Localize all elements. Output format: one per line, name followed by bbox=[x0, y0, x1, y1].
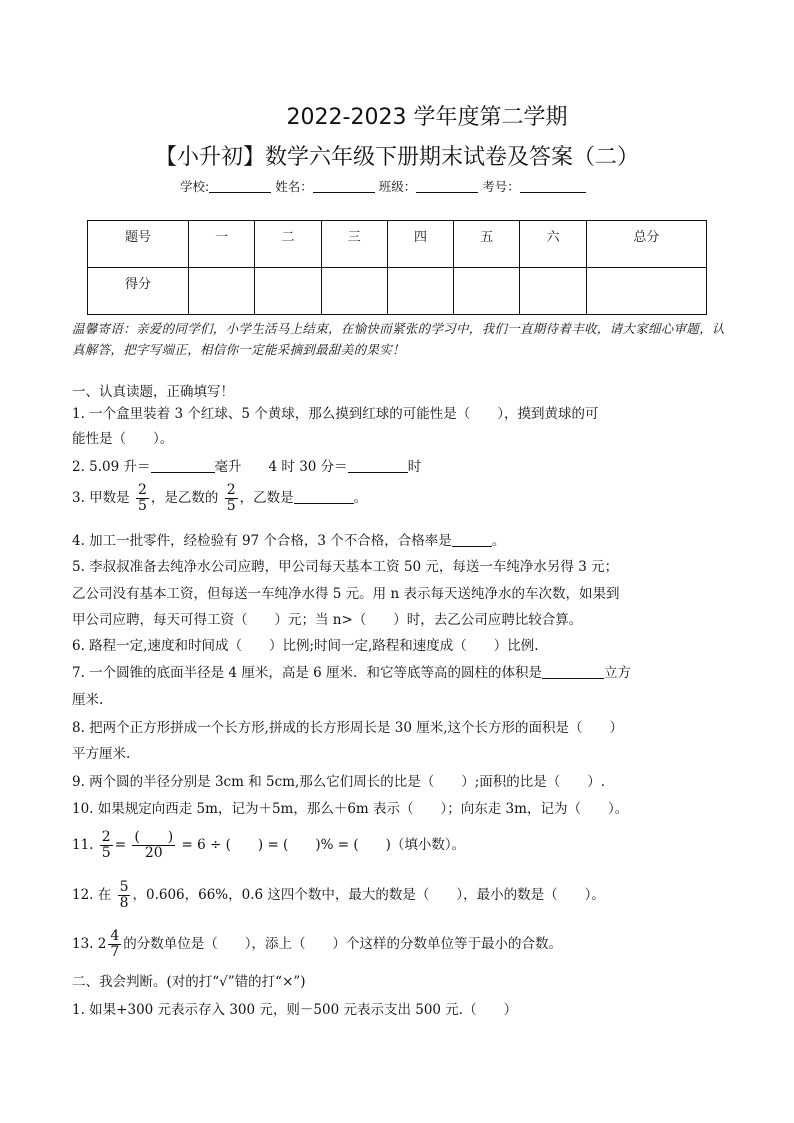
question-12 bbox=[72, 880, 605, 911]
q12-text-a: 12. 在 bbox=[72, 887, 112, 903]
question-8: 8. 把两个正方形拼成一个长方形,拼成的长方形周长是 30 厘米,这个长方形的面积是（ ） bbox=[72, 720, 624, 736]
q4-blank[interactable] bbox=[452, 532, 492, 547]
section1-title: 一、认真读题，正确填写！ bbox=[72, 384, 234, 400]
table-cell: 二 bbox=[255, 221, 321, 268]
fraction-numerator: 2 bbox=[226, 482, 236, 498]
q11-number: 11. bbox=[72, 837, 94, 853]
fraction-denominator: 8 bbox=[119, 895, 129, 911]
fraction-denominator: 5 bbox=[101, 845, 111, 861]
score-cell[interactable] bbox=[189, 268, 255, 315]
fraction-numerator: 2 bbox=[137, 482, 147, 498]
score-cell[interactable] bbox=[321, 268, 387, 315]
q11-text-rest: = 6 ÷ ( ) = ( )% = ( )（填小数）。 bbox=[181, 837, 466, 853]
score-table-header-row bbox=[88, 221, 707, 268]
table-cell: 六 bbox=[520, 221, 586, 268]
question-11: 11. $\frac{2}{5}$ = $\frac{( )}{20}$ = 6 ÷ ( ) = ( )% = ( )（填小数）。 bbox=[72, 829, 466, 861]
q11-fraction-2 bbox=[132, 830, 175, 861]
question-3 bbox=[72, 483, 367, 514]
fraction-numerator: 5 bbox=[119, 879, 129, 895]
question-5: 5. 李叔叔准备去纯净水公司应聘，甲公司每天基本工资 50 元，每送一车纯净水另得 3 元； bbox=[72, 559, 619, 575]
fraction-denominator: 5 bbox=[137, 498, 147, 514]
q12-text-b: ，0.606，66%，0.6̇ 这四个数中，最大的数是（ ），最小的数是（ ）。 bbox=[132, 887, 605, 903]
q12-fraction bbox=[118, 880, 131, 911]
fraction-denominator: 20 bbox=[144, 845, 163, 861]
fraction-numerator: ( ) bbox=[134, 829, 174, 845]
judge-question-1: 1. 如果+300 元表示存入 300 元，则－500 元表示支出 500 元.（ ） bbox=[72, 1002, 518, 1018]
question-2 bbox=[72, 456, 421, 478]
fraction-denominator: 7 bbox=[110, 944, 120, 960]
question-6: 6. 路程一定,速度和时间成（ ）比例;时间一定,路程和速度成（ ）比例. bbox=[72, 638, 539, 654]
section2-title: 二、我会判断。(对的打“√”错的打“×”) bbox=[72, 974, 306, 990]
question-1-cont: 能性是（ ）。 bbox=[72, 431, 174, 447]
q3-fraction-1 bbox=[136, 483, 149, 514]
fraction-denominator: 5 bbox=[226, 498, 236, 514]
q2-blank-2[interactable] bbox=[348, 458, 408, 473]
fraction-numerator: 4 bbox=[110, 928, 120, 944]
q2-blank-1[interactable] bbox=[151, 458, 215, 473]
score-cell[interactable] bbox=[586, 268, 706, 315]
q11-fraction-1 bbox=[100, 830, 113, 861]
q2-text-b: 毫升 4 时 30 分＝ bbox=[214, 459, 348, 475]
question-4 bbox=[72, 530, 505, 552]
question-5-cont-1: 乙公司没有基本工资，但每送一车纯净水得 5 元。用 n 表示每天送纯净水的车次数，如果到 bbox=[72, 586, 620, 602]
q7-text-a: 7. 一个圆锥的底面半径是 4 厘米，高是 6 厘米．和它等底等高的圆柱的体积是 bbox=[72, 665, 543, 681]
question-7 bbox=[72, 662, 631, 684]
q3-text-a: 3. 甲数是 bbox=[72, 490, 130, 506]
student-info-line bbox=[180, 177, 586, 195]
q13-fraction bbox=[108, 929, 121, 960]
q4-text-a: 4. 加工一批零件，经检验有 97 个合格，3 个不合格，合格率是 bbox=[72, 533, 452, 549]
q7-blank[interactable] bbox=[542, 664, 604, 679]
q3-text-b: ，是乙数的 bbox=[150, 490, 219, 506]
question-7-cont: 厘米. bbox=[72, 692, 104, 708]
table-cell: 五 bbox=[454, 221, 520, 268]
q13-text-a: 13. 2 bbox=[72, 936, 107, 952]
question-13 bbox=[72, 929, 562, 960]
table-cell: 得分 bbox=[88, 268, 189, 315]
name-field[interactable] bbox=[313, 179, 375, 193]
score-cell[interactable] bbox=[255, 268, 321, 315]
score-cell[interactable] bbox=[454, 268, 520, 315]
q13-text-b: 的分数单位是（ ），添上（ ）个这样的分数单位等于最小的合数。 bbox=[123, 936, 563, 952]
table-cell: 一 bbox=[189, 221, 255, 268]
table-cell: 四 bbox=[387, 221, 453, 268]
q3-text-c: ，乙数是 bbox=[239, 490, 294, 506]
table-cell: 题号 bbox=[88, 221, 189, 268]
q3-text-d: 。 bbox=[353, 490, 368, 506]
q2-text-a: 2. 5.09 升＝ bbox=[72, 459, 151, 475]
q3-fraction-2 bbox=[225, 483, 238, 514]
question-5-cont-2: 甲公司应聘，每天可得工资（ ）元；当 n>（ ）时，去乙公司应聘比较合算。 bbox=[72, 612, 583, 628]
class-field[interactable] bbox=[416, 179, 478, 193]
id-label: 考号： bbox=[482, 179, 520, 194]
table-cell: 总分 bbox=[586, 221, 706, 268]
school-label: 学校: bbox=[180, 179, 210, 194]
class-label: 班级： bbox=[378, 179, 417, 194]
page-subtitle: 【小升初】数学六年级下册期末试卷及答案（二） bbox=[154, 145, 639, 170]
q2-text-c: 时 bbox=[407, 459, 422, 475]
fraction-numerator: 2 bbox=[101, 829, 111, 845]
name-label: 姓名： bbox=[275, 179, 313, 194]
q4-text-b: 。 bbox=[491, 533, 506, 549]
score-cell[interactable] bbox=[387, 268, 453, 315]
school-field[interactable] bbox=[209, 179, 271, 193]
score-table bbox=[87, 220, 707, 315]
score-cell[interactable] bbox=[520, 268, 586, 315]
page-title: 2022-2023 学年度第二学期 bbox=[286, 105, 568, 130]
q3-blank[interactable] bbox=[294, 489, 354, 504]
question-10: 10. 如果规定向西走 5m，记为＋5m，那么＋6m 表示（ ）；向东走 3m，记为（ ）。 bbox=[72, 801, 629, 817]
id-field[interactable] bbox=[520, 179, 586, 193]
question-8-cont: 平方厘米. bbox=[72, 746, 131, 762]
table-cell: 三 bbox=[321, 221, 387, 268]
question-9: 9. 两个圆的半径分别是 3cm 和 5cm,那么它们周长的比是（ ）;面积的比是（ ）. bbox=[72, 774, 606, 790]
question-1: 1. 一个盒里装着 3 个红球、5 个黄球，那么摸到红球的可能性是（ ），摸到黄球的可 bbox=[72, 406, 599, 422]
score-table-score-row bbox=[88, 268, 707, 315]
q7-text-b: 立方 bbox=[604, 665, 632, 681]
warm-note: 温馨寄语：亲爱的同学们，小学生活马上结束，在愉快而紧张的学习中，我们一直期待着丰收，请大家细心审题，认真解答，把字写端正，相信你一定能采摘到最甜美的果实！ bbox=[72, 321, 725, 357]
